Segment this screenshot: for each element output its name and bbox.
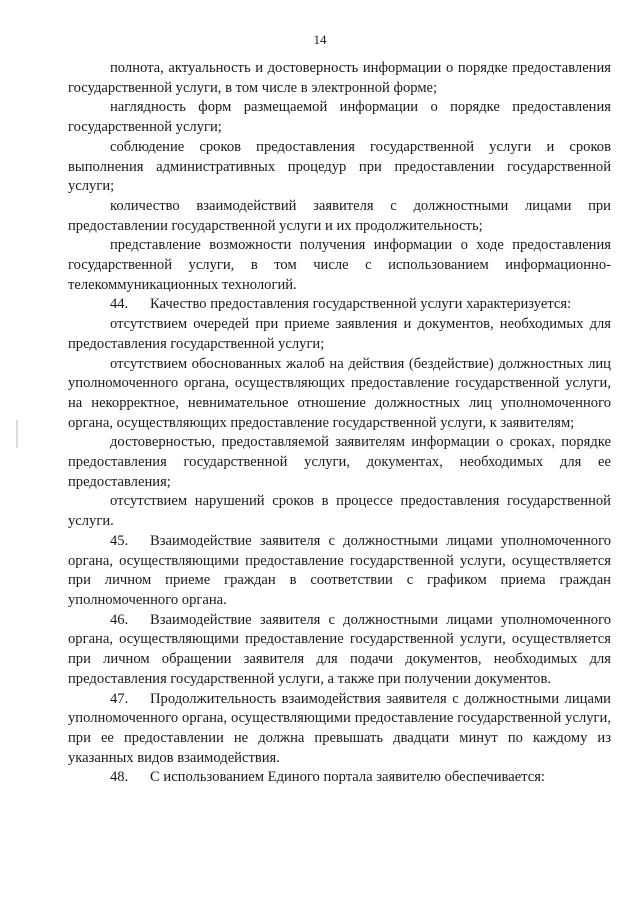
paragraph-text: количество взаимодействий заявителя с должностными лицами при предоставлении государственной услуги и их продолжительность; <box>68 197 611 234</box>
paragraph <box>68 315 611 354</box>
paragraph-text: С использованием Единого портала заявителю обеспечивается: <box>150 769 545 786</box>
paragraph <box>68 197 611 236</box>
page-number: 14 <box>313 32 327 47</box>
paragraph-number: 47. <box>110 690 129 707</box>
paragraph <box>68 236 611 295</box>
numbered-paragraph <box>68 768 611 788</box>
paragraph-text: отсутствием нарушений сроков в процессе предоставления государственной услуги. <box>68 493 611 530</box>
paragraph <box>68 59 611 98</box>
paragraph-number: 45. <box>110 532 129 549</box>
paragraph <box>68 138 611 197</box>
numbered-paragraph <box>68 295 611 315</box>
paragraph <box>68 492 611 531</box>
paragraph-text: представление возможности получения информации о ходе предоставления государственной услуги, в том числе с использованием информационно-телекоммуникационных технологий. <box>68 237 611 293</box>
paragraph-text: Взаимодействие заявителя с должностными лицами уполномоченного органа, осуществляющими предоставление государственной услуги, осуществляется при личном обращении заявителя для подачи документов, необходимых для предоставления государственной услуги, а также при получении документов. <box>68 611 611 687</box>
paragraph-text: отсутствием обоснованных жалоб на действия (бездействие) должностных лиц уполномоченного органа, осуществляющих предоставление государственной услуги, на некорректное, невнимательное отношение должностных лиц уполномоченного органа, осуществляющих предоставление государственной услуги, к заявителям; <box>68 355 611 431</box>
paragraph <box>68 98 611 137</box>
scan-edge-mark <box>16 420 18 448</box>
paragraph-text: Взаимодействие заявителя с должностными лицами уполномоченного органа, осуществляющими предоставление государственной услуги, осуществляется при личном приеме граждан в соответствии с графиком приема граждан уполномоченного органа. <box>68 532 611 608</box>
paragraph-text: Продолжительность взаимодействия заявителя с должностными лицами уполномоченного органа, осуществляющими предоставление государственной услуги, при ее предоставлении не должна превышать двадцати минут по каждому из указанных видов взаимодействия. <box>68 690 611 766</box>
numbered-paragraph <box>68 532 611 611</box>
numbered-paragraph <box>68 611 611 690</box>
paragraph <box>68 433 611 492</box>
numbered-paragraph <box>68 690 611 769</box>
paragraph-text: наглядность форм размещаемой информации о порядке предоставления государственной услуги; <box>68 99 611 136</box>
paragraph-text: отсутствием очередей при приеме заявления и документов, необходимых для предоставления государственной услуги; <box>68 316 611 352</box>
paragraph-text: достоверностью, предоставляемой заявителям информации о сроках, порядке предоставления государственной услуги, документах, необходимых для ее предоставления; <box>68 434 611 490</box>
paragraph-text: Качество предоставления государственной услуги характеризуется: <box>150 296 572 313</box>
paragraph-number: 46. <box>110 611 129 628</box>
paragraph <box>68 355 611 434</box>
paragraph-text: полнота, актуальность и достоверность информации о порядке предоставления государственной услуги, в том числе в электронной форме; <box>68 60 611 96</box>
paragraph-number: 48. <box>110 769 129 786</box>
paragraph-text: соблюдение сроков предоставления государственной услуги и сроков выполнения административных процедур при предоставлении государственной услуги; <box>68 138 611 195</box>
document-body <box>68 59 611 788</box>
paragraph-number: 44. <box>110 296 129 313</box>
